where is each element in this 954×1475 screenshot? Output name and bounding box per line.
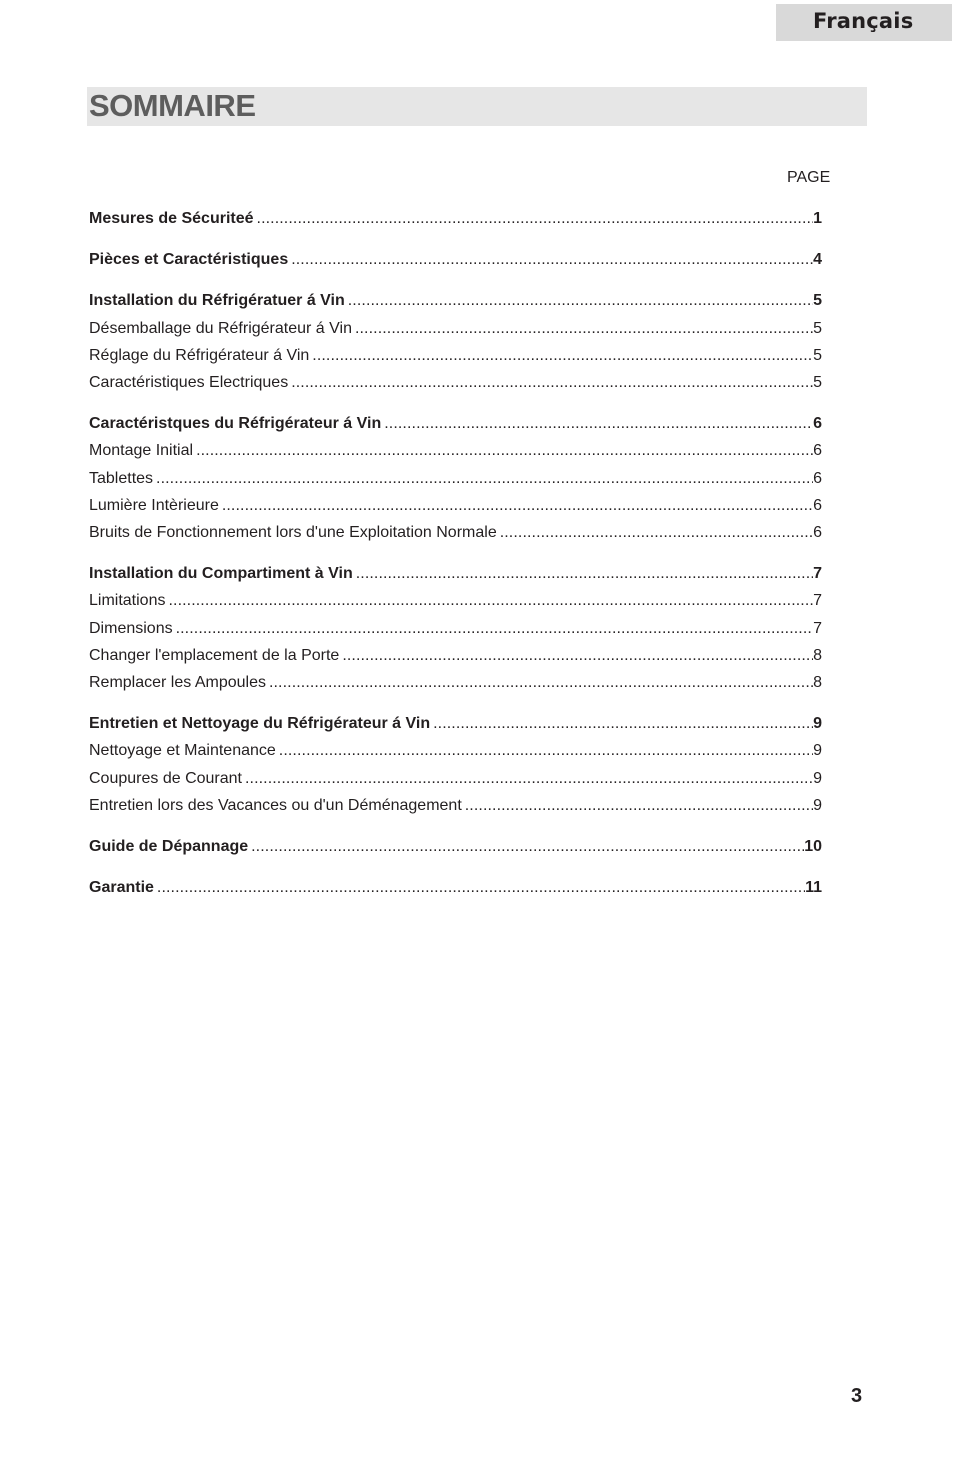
toc-leader-dots xyxy=(433,713,813,735)
toc-entry-page: 9 xyxy=(813,770,822,787)
toc-entry-label: Entretien et Nettoyage du Réfrigérateur á Vin xyxy=(89,715,431,732)
toc-entry[interactable] xyxy=(89,877,822,899)
toc-leader-dots xyxy=(176,618,814,640)
toc-entry-label: Réglage du Réfrigérateur á Vin xyxy=(89,347,310,364)
toc-entry-label: Désemballage du Réfrigérateur á Vin xyxy=(89,320,352,337)
toc-leader-dots xyxy=(500,522,813,544)
toc-entry-label: Montage Initial xyxy=(89,442,194,459)
language-tab: Français xyxy=(776,4,952,41)
toc-entry-page: 6 xyxy=(813,415,822,432)
toc-entry[interactable] xyxy=(89,713,822,735)
toc-entry-label: Tablettes xyxy=(89,470,154,487)
toc-entry-page: 5 xyxy=(813,320,822,337)
toc-entry[interactable] xyxy=(89,522,822,544)
toc-leader-dots xyxy=(196,440,813,462)
toc-entry-page: 1 xyxy=(813,210,822,227)
toc-entry[interactable] xyxy=(89,345,822,367)
toc-entry[interactable] xyxy=(89,468,822,490)
toc-leader-dots xyxy=(356,563,813,585)
toc-entry-label: Caractéristques du Réfrigérateur á Vin xyxy=(89,415,382,432)
toc-entry-label: Coupures de Courant xyxy=(89,770,242,787)
toc-entry[interactable] xyxy=(89,413,822,435)
toc-entry[interactable] xyxy=(89,795,822,817)
toc-entry[interactable] xyxy=(89,290,822,312)
toc-leader-dots xyxy=(156,468,813,490)
page-column-label: PAGE xyxy=(787,169,831,186)
toc-entry-label: Guide de Dépannage xyxy=(89,838,249,855)
toc-leader-dots xyxy=(342,645,813,667)
toc-entry-page: 6 xyxy=(813,470,822,487)
toc-entry-page: 11 xyxy=(805,879,822,896)
toc-entry-page: 4 xyxy=(813,251,822,268)
toc-leader-dots xyxy=(251,836,804,858)
toc-leader-dots xyxy=(257,208,814,230)
page-number: 3 xyxy=(851,1385,863,1407)
toc-entry-label: Garantie xyxy=(89,879,154,896)
toc-leader-dots xyxy=(384,413,813,435)
toc-entry[interactable] xyxy=(89,768,822,790)
toc-entry[interactable] xyxy=(89,249,822,271)
toc-entry-label: Installation du Compartiment à Vin xyxy=(89,565,353,582)
toc-entry-page: 8 xyxy=(813,647,822,664)
toc-entry-page: 9 xyxy=(813,742,822,759)
toc-entry-label: Bruits de Fonctionnement lors d'une Exploitation Normale xyxy=(89,524,497,541)
toc-entry-page: 9 xyxy=(813,797,822,814)
toc-leader-dots xyxy=(269,672,813,694)
toc-entry-label: Entretien lors des Vacances ou d'un Déménagement xyxy=(89,797,462,814)
toc-entry-page: 6 xyxy=(813,442,822,459)
toc-entry[interactable] xyxy=(89,672,822,694)
page-title: SOMMAIRE xyxy=(87,87,867,126)
toc-leader-dots xyxy=(279,740,813,762)
toc-entry[interactable] xyxy=(89,208,822,230)
toc-leader-dots xyxy=(245,768,813,790)
toc-entry-label: Limitations xyxy=(89,592,166,609)
toc-entry-label: Caractéristiques Electriques xyxy=(89,374,289,391)
toc-leader-dots xyxy=(291,372,813,394)
toc-entry-page: 9 xyxy=(813,715,822,732)
toc-leader-dots xyxy=(312,345,813,367)
toc-entry-page: 5 xyxy=(813,347,822,364)
toc-leader-dots xyxy=(291,249,813,271)
toc-leader-dots xyxy=(465,795,813,817)
toc-entry[interactable] xyxy=(89,740,822,762)
toc-entry[interactable] xyxy=(89,590,822,612)
toc-entry-page: 6 xyxy=(813,497,822,514)
toc-leader-dots xyxy=(348,290,813,312)
toc-entry[interactable] xyxy=(89,645,822,667)
toc-entry[interactable] xyxy=(89,440,822,462)
toc-entry-label: Remplacer les Ampoules xyxy=(89,674,266,691)
toc-entry-page: 10 xyxy=(804,838,822,855)
toc-entry[interactable] xyxy=(89,318,822,340)
toc-entry-page: 7 xyxy=(813,592,822,609)
toc-entry-page: 5 xyxy=(813,292,822,309)
toc-entry[interactable] xyxy=(89,372,822,394)
toc-entry[interactable] xyxy=(89,836,822,858)
toc-entry-label: Mesures de Sécuriteé xyxy=(89,210,254,227)
toc-entry-label: Nettoyage et Maintenance xyxy=(89,742,276,759)
toc-entry-label: Installation du Réfrigératuer á Vin xyxy=(89,292,345,309)
toc-entry[interactable] xyxy=(89,563,822,585)
toc-entry-page: 6 xyxy=(813,524,822,541)
toc-entry-page: 7 xyxy=(813,565,822,582)
toc-entry-label: Pièces et Caractéristiques xyxy=(89,251,289,268)
toc-entry-page: 5 xyxy=(813,374,822,391)
toc-leader-dots xyxy=(168,590,813,612)
toc-entry[interactable] xyxy=(89,618,822,640)
toc-leader-dots xyxy=(157,877,805,899)
toc-entry-label: Dimensions xyxy=(89,620,173,637)
toc-entry-label: Lumière Intèrieure xyxy=(89,497,219,514)
toc-entry[interactable] xyxy=(89,495,822,517)
toc-leader-dots xyxy=(355,318,813,340)
toc-entry-page: 7 xyxy=(813,620,822,637)
toc-entry-page: 8 xyxy=(813,674,822,691)
toc-entry-label: Changer l'emplacement de la Porte xyxy=(89,647,340,664)
toc-leader-dots xyxy=(222,495,813,517)
